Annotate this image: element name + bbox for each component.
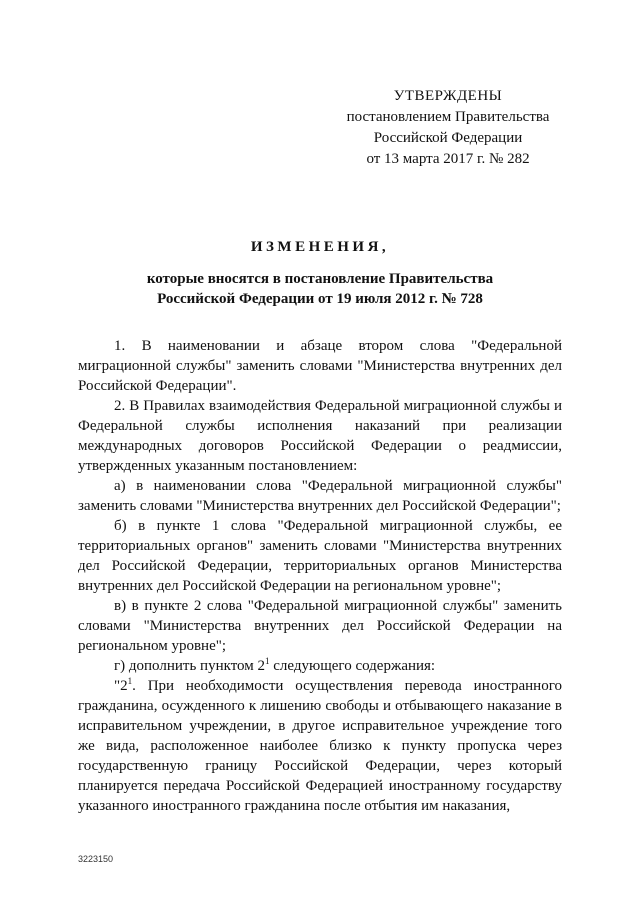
document-body xyxy=(78,336,562,816)
paragraph-2: 2. В Правилах взаимодействия Федеральной миграционной службы и Федеральной службы исполнения наказаний при реализации международных договоров Российской Федерации о реадмиссии, утвержденных указанным постановлением: xyxy=(78,398,562,474)
paragraph-2g-text-end: следующего содержания: xyxy=(269,658,436,674)
paragraph-2g-text-start: г) дополнить пунктом 2 xyxy=(114,658,266,674)
footer-document-code: 3223150 xyxy=(78,854,114,864)
paragraph-2g-superscript: 1 xyxy=(265,656,270,666)
paragraph-2b: б) в пункте 1 слова "Федеральной миграционной службы, ее территориальных органов" заменить словами "Министерства внутренних дел Российской Федерации, территориальных органов Министерства внутренних дел Российской Федерации на региональном уровне"; xyxy=(78,518,562,594)
approval-title: УТВЕРЖДЕНЫ xyxy=(393,88,503,104)
document-title: ИЗМЕНЕНИЯ, xyxy=(250,239,390,255)
paragraph-2v: в) в пункте 2 слова "Федеральной миграционной службы" заменить словами "Министерства внутренних дел Российской Федерации на региональном уровне"; xyxy=(78,598,562,654)
approval-block xyxy=(330,86,566,170)
subtitle-line-2: Российской Федерации от 19 июля 2012 г. № 728 xyxy=(157,291,483,307)
paragraph-quoted-clause xyxy=(78,676,562,816)
approval-line-1: постановлением Правительства xyxy=(346,109,550,125)
quoted-clause-text: . При необходимости осуществления перевода иностранного гражданина, осужденного к лишению свободы и отбывающего наказание в исправительном учреждении, в другое исправительное учреждение того же вида, расположенное наиболее близко к пункту пропуска через государственную границу Российской Федерации, через который планируется передача Российской Федерацией иностранному государству указанного иностранного гражданина после отбытия им наказания, xyxy=(78,678,562,814)
approval-line-3: от 13 марта 2017 г. № 282 xyxy=(366,151,530,167)
paragraph-2g xyxy=(78,656,562,676)
paragraph-1: 1. В наименовании и абзаце втором слова "Федеральной миграционной службы" заменить словами "Министерства внутренних дел Российской Федерации". xyxy=(78,338,562,394)
title-block xyxy=(100,236,540,309)
approval-line-2: Российской Федерации xyxy=(373,130,523,146)
quoted-clause-superscript: 1 xyxy=(127,676,133,686)
document-subtitle xyxy=(100,269,540,309)
subtitle-line-1: которые вносятся в постановление Правительства xyxy=(146,271,494,287)
paragraph-2a: а) в наименовании слова "Федеральной миграционной службы" заменить словами "Министерства внутренних дел Российской Федерации"; xyxy=(78,478,562,514)
quoted-clause-number: "2 xyxy=(114,678,128,694)
